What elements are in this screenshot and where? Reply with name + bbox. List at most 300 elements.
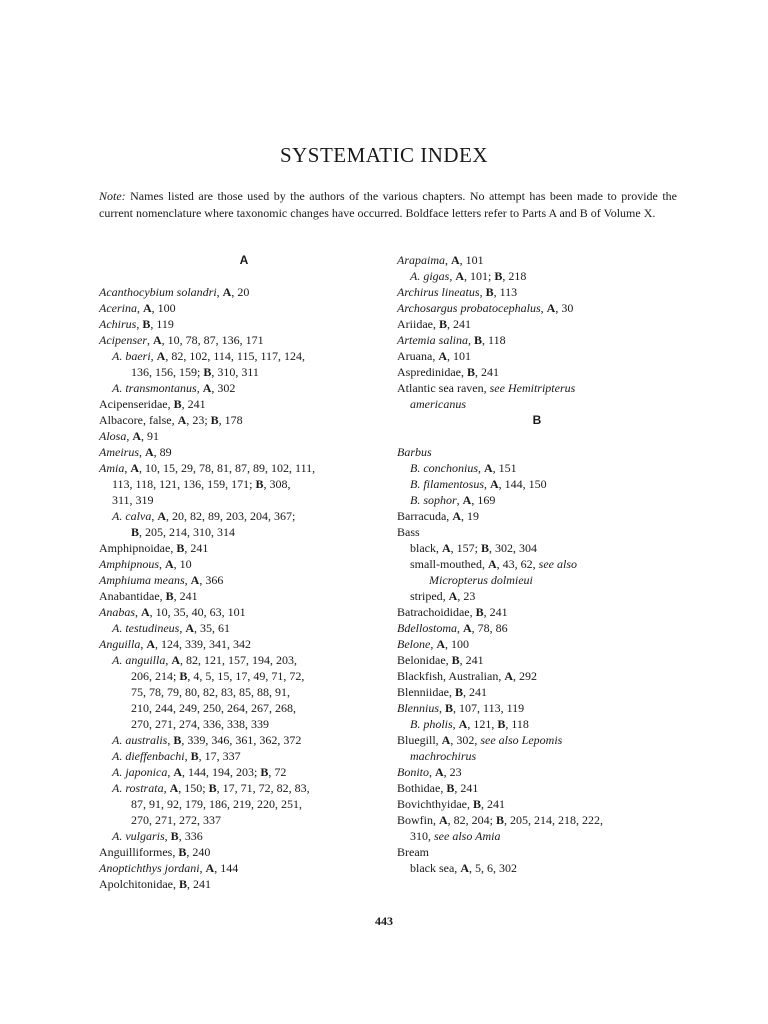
entry-text: , 113 (493, 285, 518, 299)
entry-text: , 302, (450, 733, 481, 747)
index-entry-continuation (99, 700, 389, 716)
entry-text: , 144 (214, 861, 239, 875)
entry-text: , 241 (447, 317, 471, 331)
part-letter: B (255, 477, 264, 491)
entry-text: Bream (397, 845, 429, 859)
index-subentry (99, 348, 389, 364)
taxon-name: see also (538, 557, 577, 571)
part-letter: A (165, 557, 174, 571)
entry-text: Barracuda, (397, 509, 453, 523)
entry-text: Anabantidae, (99, 589, 166, 603)
part-letter: A (484, 461, 493, 475)
taxon-name: A. rostrata (112, 781, 164, 795)
part-letter: B (494, 269, 503, 283)
part-letter: B (445, 701, 454, 715)
taxon-name: Archirus lineatus (397, 285, 480, 299)
entry-text: , (135, 605, 141, 619)
entry-text: , 118 (505, 717, 529, 731)
entry-text: 75, 78, 79, 80, 82, 83, 85, 88, 91, (131, 685, 290, 699)
entry-text: , (216, 285, 223, 299)
page-title: SYSTEMATIC INDEX (279, 143, 489, 167)
index-subentry (397, 492, 677, 508)
index-entry (397, 364, 677, 380)
index-entry-continuation (397, 396, 677, 412)
entry-text: Acipenseridae, (99, 397, 174, 411)
index-subentry (99, 732, 389, 748)
index-entry (397, 636, 677, 652)
entry-text: , 144, 194, 203; (182, 765, 261, 779)
index-subentry (99, 764, 389, 780)
part-letter: B (496, 813, 505, 827)
part-letter: A (438, 349, 447, 363)
index-entry-continuation (99, 796, 389, 812)
index-subentry (99, 380, 389, 396)
entry-text: 136, 156, 159; (131, 365, 204, 379)
taxon-name: Micropterus dolmieui (429, 573, 533, 587)
index-entry (397, 284, 677, 300)
part-letter: B (485, 285, 494, 299)
entry-text: Albacore, false, (99, 413, 178, 427)
index-entry-continuation (99, 716, 389, 732)
part-letter: B (179, 669, 188, 683)
taxon-name: Bdellostoma (397, 621, 457, 635)
taxon-name: Anabas (99, 605, 135, 619)
entry-text: , (136, 317, 143, 331)
taxon-name: Anguilla (99, 637, 141, 651)
entry-text: , (159, 557, 165, 571)
index-column-right (397, 252, 677, 876)
entry-text: , 241 (483, 605, 508, 619)
index-entry (99, 636, 389, 652)
entry-text: , 302, 304 (489, 541, 538, 555)
part-letter: B (131, 525, 140, 539)
taxon-name: A. testudineus (112, 621, 180, 635)
entry-text: Aspredinidae, (397, 365, 467, 379)
index-entry (99, 876, 389, 892)
entry-text: Blenniidae, (397, 685, 455, 699)
index-subentry (397, 476, 677, 492)
entry-text: , 292 (513, 669, 537, 683)
entry-text: Ariidae, (397, 317, 439, 331)
entry-text: , (150, 349, 157, 363)
entry-text: , (196, 381, 203, 395)
index-entry-continuation (397, 748, 677, 764)
part-letter: A (458, 717, 468, 731)
part-letter: A (462, 493, 472, 507)
entry-text: 310, (410, 829, 434, 843)
entry-text: , 101; (464, 269, 495, 283)
part-letter: A (141, 605, 150, 619)
index-entry (397, 812, 677, 828)
index-entry (397, 444, 677, 460)
taxon-name: Blennius (397, 701, 439, 715)
entry-text: , 118 (482, 333, 506, 347)
part-letter: B (210, 413, 219, 427)
section-spacer (99, 268, 389, 284)
taxon-name: A. dieffenbachi (112, 749, 185, 763)
entry-text: , 20 (231, 285, 250, 299)
taxon-name: Ameirus (99, 445, 139, 459)
taxon-name: B. pholis (410, 717, 453, 731)
entry-text: , 366 (199, 573, 224, 587)
entry-text: , 241 (181, 397, 206, 411)
part-letter: A (157, 509, 166, 523)
entry-text: striped, (410, 589, 449, 603)
part-letter: A (436, 637, 445, 651)
part-letter: B (170, 829, 179, 843)
taxon-name: see Hemitripterus (489, 381, 576, 395)
entry-text: , (540, 301, 547, 315)
part-letter: A (439, 813, 448, 827)
part-letter: B (454, 685, 463, 699)
taxon-name: A. anguilla (112, 653, 166, 667)
index-entry (99, 428, 389, 444)
taxon-name: see also Amia (434, 829, 501, 843)
part-letter: B (173, 733, 182, 747)
index-entry (397, 252, 677, 268)
entry-text: , (457, 621, 463, 635)
page-number: 443 (375, 914, 393, 928)
entry-text: 87, 91, 92, 179, 186, 219, 220, 251, (131, 797, 302, 811)
index-entry (99, 540, 389, 556)
index-entry (397, 332, 677, 348)
entry-text: 270, 271, 272, 337 (131, 813, 221, 827)
entry-text: , 82, 102, 114, 115, 117, 124, (165, 349, 306, 363)
entry-text: , 241 (459, 653, 484, 667)
entry-text: Apolchitonidae, (99, 877, 179, 891)
part-letter: A (145, 445, 154, 459)
part-letter: A (460, 861, 469, 875)
index-entry (397, 620, 677, 636)
index-entry (397, 652, 677, 668)
index-column-left (99, 252, 389, 892)
entry-text: , (124, 461, 131, 475)
entry-text: Aruana, (397, 349, 439, 363)
part-letter: B (475, 605, 484, 619)
part-letter: B (451, 653, 460, 667)
part-letter: B (178, 877, 187, 891)
part-letter: A (152, 333, 162, 347)
index-subentry (99, 780, 389, 796)
entry-text: , 10, 35, 40, 63, 101 (149, 605, 246, 619)
entry-text: small-mouthed, (410, 557, 488, 571)
taxon-name: Bonito (397, 765, 429, 779)
section-spacer (397, 428, 677, 444)
entry-text: , 100 (445, 637, 469, 651)
note-label: Note: (99, 189, 126, 203)
note-text: Names listed are those used by the authors of the various chapters. No attempt has been made to provide the current nomenclature where taxonomic changes have occurred. Boldface letters refer to Parts A and B of Volume X. (99, 189, 677, 220)
entry-text: , 43, 62, (496, 557, 539, 571)
entry-text: , (167, 733, 174, 747)
part-letter: B (260, 765, 269, 779)
taxon-name: machrochirus (410, 749, 477, 763)
taxon-name: A. japonica (112, 765, 168, 779)
entry-text: , 144, 150 (498, 477, 547, 491)
entry-text: , 23 (457, 589, 476, 603)
entry-text: 210, 244, 249, 250, 264, 267, 268, (131, 701, 296, 715)
index-entry (99, 844, 389, 860)
taxon-name: A. vulgaris (112, 829, 165, 843)
part-letter: A (452, 509, 461, 523)
entry-text: , (439, 701, 445, 715)
entry-text: Bovichthyidae, (397, 797, 473, 811)
index-entry (99, 396, 389, 412)
entry-text: , 17, 337 (198, 749, 241, 763)
entry-text: black, (410, 541, 442, 555)
entry-text: 311, 319 (112, 493, 154, 507)
taxon-name: Amphiuma means (99, 573, 185, 587)
index-subentry (99, 652, 389, 668)
entry-text: , (452, 717, 459, 731)
entry-text: , 20, 82, 89, 203, 204, 367; (166, 509, 296, 523)
index-entry-continuation (99, 668, 389, 684)
index-entry (99, 604, 389, 620)
entry-text: , (126, 429, 133, 443)
index-entry (397, 348, 677, 364)
entry-text: , 91 (141, 429, 160, 443)
part-letter: A (130, 461, 140, 475)
entry-text: , 17, 71, 72, 82, 83, (216, 781, 310, 795)
part-letter: A (448, 589, 458, 603)
entry-text: Batrachoididae, (397, 605, 476, 619)
entry-text: , 89 (153, 445, 172, 459)
index-entry (397, 700, 677, 716)
index-entry (99, 444, 389, 460)
part-letter: B (178, 845, 187, 859)
entry-text: , (445, 253, 451, 267)
entry-text: 270, 271, 274, 336, 338, 339 (131, 717, 269, 731)
taxon-name: Artemia salina (397, 333, 468, 347)
entry-text: Bass (397, 525, 420, 539)
part-letter: A (205, 861, 215, 875)
entry-text: , 169 (471, 493, 496, 507)
index-subentry (397, 860, 677, 876)
entry-text: , 5, 6, 302 (468, 861, 517, 875)
part-letter: A (132, 429, 142, 443)
index-subentry (99, 828, 389, 844)
index-subentry (397, 460, 677, 476)
entry-text: , 107, 113, 119 (453, 701, 525, 715)
entry-text: , (199, 861, 206, 875)
taxon-name: Acipenser (99, 333, 147, 347)
part-letter: B (474, 333, 483, 347)
part-letter: A (435, 765, 444, 779)
entry-text: Belonidae, (397, 653, 452, 667)
index-entry (397, 668, 677, 684)
entry-text: , 241 (475, 365, 499, 379)
entry-text: black sea, (410, 861, 461, 875)
taxon-name: Archosargus probatocephalus (397, 301, 541, 315)
entry-text: , (140, 637, 147, 651)
index-entry (99, 316, 389, 332)
entry-text: , 23; (186, 413, 211, 427)
entry-text: , 23 (443, 765, 462, 779)
part-letter: A (488, 557, 497, 571)
entry-text: , 100 (151, 301, 176, 315)
entry-text: , (167, 765, 174, 779)
taxon-name: A. calva (112, 509, 152, 523)
index-entry (99, 332, 389, 348)
entry-text: , 10, 78, 87, 136, 171 (161, 333, 264, 347)
entry-text: , 10, 15, 29, 78, 81, 87, 89, 102, 111, (139, 461, 316, 475)
index-entry (397, 524, 677, 540)
entry-text: , 241 (463, 685, 487, 699)
entry-text: , 308, (263, 477, 291, 491)
index-entry (397, 684, 677, 700)
entry-text: Bowfin, (397, 813, 439, 827)
entry-text: , 19 (460, 509, 479, 523)
entry-text: , (146, 333, 153, 347)
part-letter: A (173, 765, 182, 779)
entry-text: , 124, 339, 341, 342 (155, 637, 252, 651)
entry-text: , (165, 653, 172, 667)
index-note (99, 188, 677, 221)
index-entry (397, 604, 677, 620)
entry-text: , 119 (150, 317, 174, 331)
entry-text: Amphipnoidae, (99, 541, 177, 555)
taxon-name: A. transmontanus (112, 381, 197, 395)
entry-text: , (184, 749, 191, 763)
part-letter: A (490, 477, 499, 491)
entry-text: , 82, 121, 157, 194, 203, (180, 653, 298, 667)
entry-text: Blackfish, Australian, (397, 669, 505, 683)
entry-text: , 30 (555, 301, 574, 315)
entry-text: , 101 (459, 253, 484, 267)
part-letter: B (472, 797, 481, 811)
part-letter: B (203, 365, 212, 379)
entry-text: , 310, 311 (211, 365, 259, 379)
entry-text: , 240 (186, 845, 211, 859)
part-letter: B (438, 317, 447, 331)
part-letter: A (171, 653, 181, 667)
entry-text: , 157; (450, 541, 482, 555)
index-entry-continuation (99, 476, 389, 492)
taxon-name: Achirus (99, 317, 137, 331)
taxon-name: Anoptichthys jordani (99, 861, 200, 875)
entry-text: , 241 (173, 589, 198, 603)
entry-text: , 151 (492, 461, 517, 475)
entry-text: , 302 (211, 381, 236, 395)
entry-text: , 82, 204; (447, 813, 497, 827)
taxon-name: Acanthocybium solandri (99, 285, 217, 299)
index-subentry (397, 716, 677, 732)
index-entry (397, 780, 677, 796)
part-letter: B (497, 717, 506, 731)
entry-text: , 205, 214, 218, 222, (504, 813, 604, 827)
entry-text: Bluegill, (397, 733, 442, 747)
section-letter: A (239, 253, 249, 267)
entry-text: , (479, 285, 486, 299)
part-letter: A (169, 781, 179, 795)
entry-text: , (429, 765, 435, 779)
index-entry (397, 316, 677, 332)
entry-text: , (139, 445, 145, 459)
entry-text: , (456, 493, 463, 507)
index-entry-continuation (99, 684, 389, 700)
entry-text: , 4, 5, 15, 17, 49, 71, 72, (187, 669, 305, 683)
entry-text: , 72 (268, 765, 287, 779)
index-entry-continuation (99, 812, 389, 828)
part-letter: B (190, 749, 199, 763)
index-subentry (99, 620, 389, 636)
index-subentry (99, 508, 389, 524)
entry-text: , 150; (178, 781, 209, 795)
entry-text: Bothidae, (397, 781, 447, 795)
entry-text: , 336 (178, 829, 203, 843)
entry-text: , 218 (502, 269, 527, 283)
part-letter: A (202, 381, 212, 395)
taxon-name: Amia (99, 461, 125, 475)
part-letter: B (176, 541, 185, 555)
index-subentry (99, 748, 389, 764)
index-subentry (397, 268, 677, 284)
entry-text: Anguilliformes, (99, 845, 179, 859)
entry-text: , (430, 637, 437, 651)
part-letter: A (156, 349, 166, 363)
index-entry (99, 412, 389, 428)
part-letter: A (177, 413, 187, 427)
taxon-name: Belone (397, 637, 431, 651)
taxon-name: Amphipnous (99, 557, 159, 571)
entry-text: , 78, 86 (471, 621, 508, 635)
entry-text: , (163, 781, 170, 795)
part-letter: B (446, 781, 455, 795)
index-entry (99, 860, 389, 876)
part-letter: A (146, 637, 156, 651)
entry-text: , (449, 269, 456, 283)
index-entry (397, 508, 677, 524)
part-letter: A (442, 541, 451, 555)
part-letter: A (546, 301, 556, 315)
taxon-name: A. australis (112, 733, 168, 747)
entry-text: Atlantic sea raven, (397, 381, 490, 395)
index-entry (99, 300, 389, 316)
index-subentry (397, 588, 677, 604)
part-letter: B (142, 317, 151, 331)
entry-text: , 241 (187, 877, 211, 891)
index-entry (397, 844, 677, 860)
entry-text: , (468, 333, 474, 347)
entry-text: , 339, 346, 361, 362, 372 (181, 733, 302, 747)
part-letter: B (208, 781, 217, 795)
entry-text: , 241 (184, 541, 209, 555)
index-entry-continuation (99, 364, 389, 380)
entry-text: , 205, 214, 310, 314 (139, 525, 236, 539)
taxon-name: americanus (410, 397, 466, 411)
entry-text: , 241 (481, 797, 505, 811)
taxon-name: Acerina (99, 301, 137, 315)
entry-text: , 10 (173, 557, 192, 571)
part-letter: A (190, 573, 200, 587)
entry-text: , 241 (454, 781, 479, 795)
taxon-name: A. baeri (112, 349, 151, 363)
index-entry (397, 380, 677, 396)
entry-text: 206, 214; (131, 669, 180, 683)
index-entry (99, 284, 389, 300)
index-entry (99, 588, 389, 604)
entry-text: 113, 118, 121, 136, 159, 171; (112, 477, 256, 491)
part-letter: A (463, 621, 472, 635)
taxon-name: B. filamentosus (410, 477, 484, 491)
taxon-name: B. sophor (410, 493, 457, 507)
entry-text: , 121, (467, 717, 498, 731)
entry-text: , (484, 477, 490, 491)
entry-text: , (164, 829, 171, 843)
part-letter: A (185, 621, 194, 635)
taxon-name: Arapaima (397, 253, 445, 267)
index-subentry (397, 540, 677, 556)
index-subentry (397, 556, 677, 572)
